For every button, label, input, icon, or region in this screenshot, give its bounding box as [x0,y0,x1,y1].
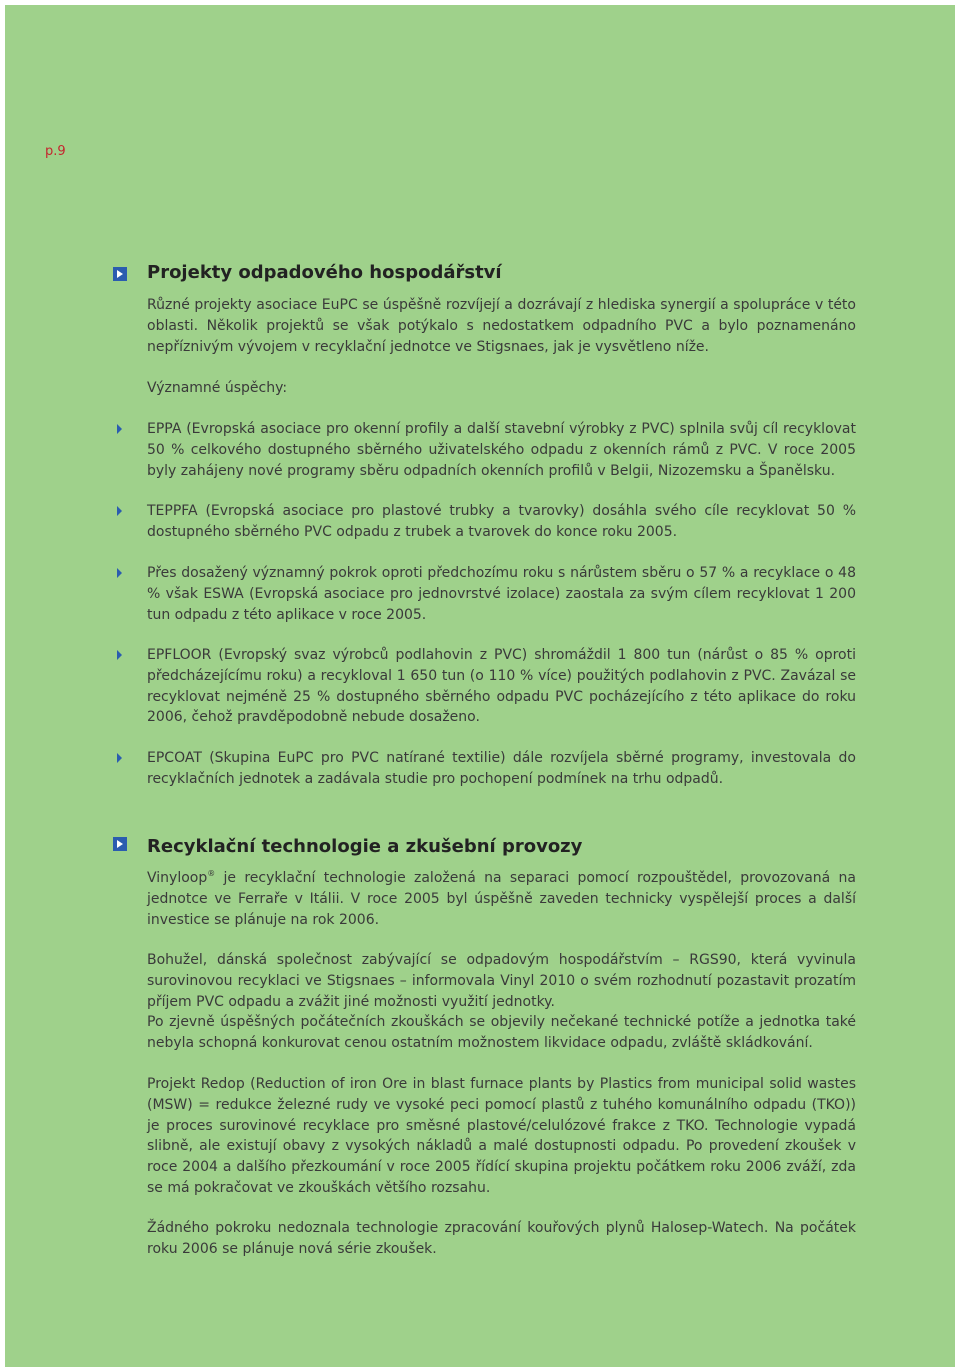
vinyloop-name: Vinyloop [147,870,208,886]
bullet-eppa: EPPA (Evropská asociace pro okenní profily a další stavební výrobky z PVC) splnila svůj cíl recyklovat 50 % celkového dostupného sběrného uživatelského odpadu z okenních rámů z PVC. V roce 2005 byly zahájeny nové programy sběru odpadních okenních profilů v Belgii, Nizozemsku a Španělsku. [147,421,856,479]
achievements-label: Významné úspěchy: [147,380,288,396]
bullet-eswa: Přes dosažený významný pokrok oproti předchozímu roku s nárůstem sběru o 57 % a recyklace o 48 % však ESWA (Evropská asociace pro jednovrstvé izolace) zaostala za svým cílem recyklovat 1 200 tun odpadu z této aplikace v roce 2005. [147,565,856,623]
para-trials: Po zjevně úspěšných počátečních zkouškách se objevily nečekané technické potíže a jednotka také nebyla schopná konkurovat cenou ostatním možnostem likvidace odpadu, zvláště skládkování. [147,1014,856,1051]
para-rgs90: Bohužel, dánská společnost zabývající se odpadovým hospodářstvím – RGS90, která vyvinula surovinovou recyklaci ve Stigsnaes – informovala Vinyl 2010 o svém rozhodnutí pozastavit prozatím příjem PVC odpadu a zvážit jiné možnosti využití jednotky. [147,952,856,1010]
bullet-arrow-icon [117,506,122,516]
section-arrow-icon [113,267,127,281]
section1-intro: Různé projekty asociace EuPC se úspěšně rozvíjejí a dozrávají z hlediska synergií a spolupráce v této oblasti. Několik projektů se však potýkalo s nedostatkem odpadního PVC a bylo poznamenáno nepříznivým vývojem v recyklační jednotce ve Stigsnaes, jak je vysvětleno níže. [147,297,856,355]
bullet-arrow-icon [117,650,122,660]
para-vinyloop [147,868,856,930]
bullet-epcoat: EPCOAT (Skupina EuPC pro PVC natírané textilie) dále rozvíjela sběrné programy, investovala do recyklačních jednotek a zadávala studie pro pochopení podmínek na trhu odpadů. [147,750,856,787]
bullet-arrow-icon [117,753,122,763]
vinyloop-text: je recyklační technologie založená na separaci pomocí rozpouštědel, provozovaná na jednotce ve Ferraře v Itálii. V roce 2005 byl úspěšně zaveden technicky vyspělejší proces a další investice se plánuje na rok 2006. [147,870,856,928]
bullet-arrow-icon [117,424,122,434]
registered-mark: ® [207,869,216,878]
section-arrow-icon [113,837,127,851]
section-title-recycling-technology: Recyklační technologie a zkušební provozy [147,836,583,857]
para-redop: Projekt Redop (Reduction of iron Ore in blast furnace plants by Plastics from municipal solid wastes (MSW) = redukce železné rudy ve vysoké peci pomocí plastů z tuhého komunálního odpadu (TKO)) je proces surovinové recyklace pro směsné plastové/celulózové frakce z TKO. Technologie vypadá slibně, ale existují obavy z vysokých nákladů a malé dostupnosti odpadu. Po provedení zkoušek v roce 2004 a dalšího přezkoumání v roce 2005 řídící skupina projektu počátkem roku 2006 zváží, zda se má pokračovat ve zkouškách většího rozsahu. [147,1076,856,1196]
bullet-arrow-icon [117,568,122,578]
page-number: p.9 [45,144,66,159]
page [5,5,955,1367]
para-halosep: Žádného pokroku nedoznala technologie zpracování kouřových plynů Halosep-Watech. Na počátek roku 2006 se plánuje nová série zkoušek. [147,1220,856,1257]
bullet-teppfa: TEPPFA (Evropská asociace pro plastové trubky a tvarovky) dosáhla svého cíle recyklovat 50 % dostupného sběrného PVC odpadu z trubek a tvarovek do konce roku 2005. [147,503,856,540]
section-title-waste-projects: Projekty odpadového hospodářství [147,262,502,283]
bullet-epfloor: EPFLOOR (Evropský svaz výrobců podlahovin z PVC) shromáždil 1 800 tun (nárůst o 85 % oproti předcházejícímu roku) a recykloval 1 650 tun (o 110 % více) použitých podlahovin z PVC. Zavázal se recyklovat nejméně 25 % dostupného sběrného odpadu PVC pocházejícího z této aplikace do roku 2006, čehož pravděpodobně nebude dosaženo. [147,647,856,726]
